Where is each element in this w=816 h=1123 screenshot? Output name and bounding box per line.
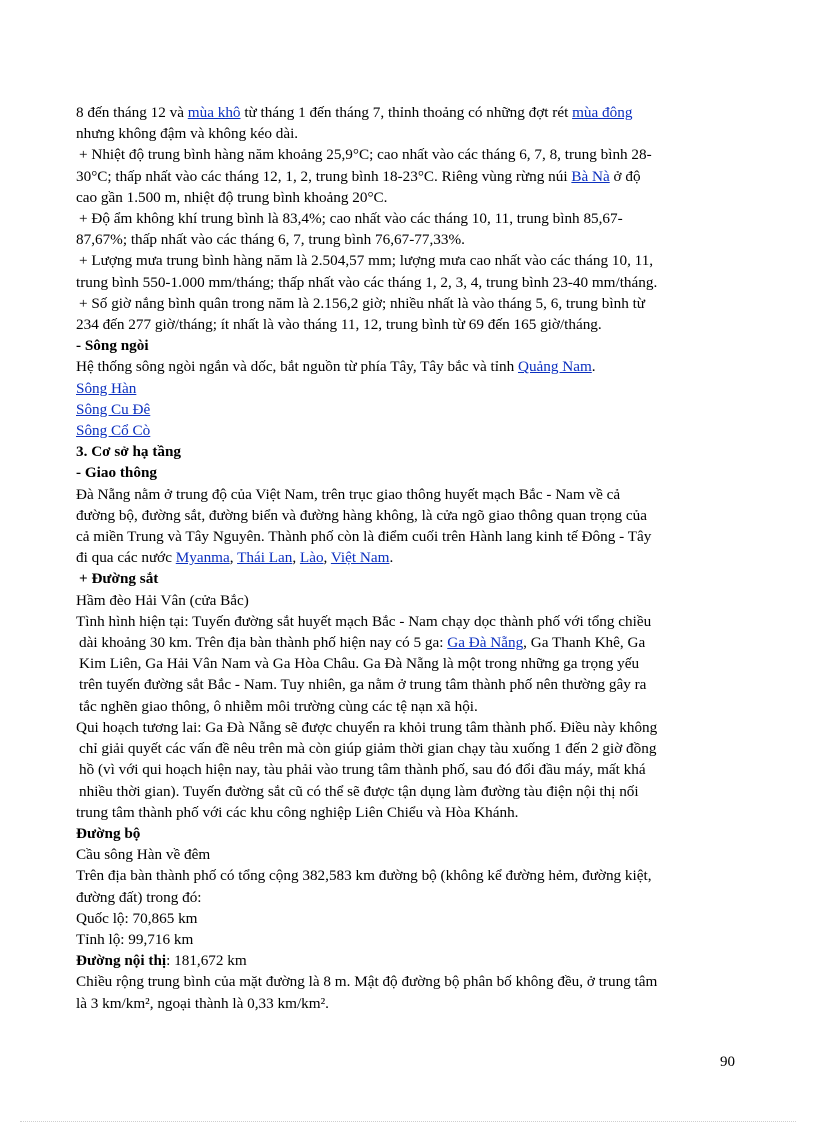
- infra-line-2: đường bộ, đường sắt, đường biển và đường hàng không, là cửa ngõ giao thông quan trọng của: [76, 506, 647, 524]
- road-provincial: Tỉnh lộ: 99,716 km: [76, 930, 194, 948]
- river-link-row: [76, 399, 742, 420]
- rail-future-4: nhiều thời gian). Tuyến đường sắt cũ có thể sẽ được tận dụng làm đường tàu điện nội thị nối: [79, 782, 639, 800]
- text: , Ga Thanh Khê, Ga: [523, 634, 646, 652]
- infra-heading: [76, 441, 742, 462]
- temp-line-3: cao gần 1.500 m, nhiệt độ trung bình khoảng 20°C.: [76, 188, 388, 206]
- rivers-heading: [76, 335, 742, 356]
- page-bottom-rule: [20, 1121, 796, 1122]
- road-national: Quốc lộ: 70,865 km: [76, 909, 198, 927]
- infra-line-1: Đà Nẵng nằm ở trung độ của Việt Nam, trên trục giao thông huyết mạch Bắc - Nam về cả: [76, 485, 621, 503]
- transport-heading: [76, 462, 742, 483]
- link-quang-nam[interactable]: Quảng Nam: [517, 358, 592, 376]
- separator: ,: [292, 549, 300, 567]
- infra-line-3: cả miền Trung và Tây Nguyên. Thành phố còn là điểm cuối trên Hành lang kinh tế Đông - Tây: [76, 528, 652, 546]
- river-link-row: [76, 420, 742, 441]
- link-ba-na[interactable]: Bà Nà: [571, 167, 610, 185]
- separator: ,: [323, 549, 331, 567]
- climate-line-1: [76, 102, 742, 123]
- rail-heading: [76, 568, 742, 589]
- text: .: [591, 358, 596, 376]
- rail-current-3: Kim Liên, Ga Hải Vân Nam và Ga Hòa Châu. Ga Đà Nẵng là một trong những ga trọng yếu: [79, 655, 640, 673]
- heading-text: Đường bộ: [76, 824, 141, 842]
- link-viet-nam[interactable]: Việt Nam: [330, 549, 390, 567]
- sun-line-1: + Số giờ nắng bình quân trong năm là 2.156,2 giờ; nhiều nhất là vào tháng 5, 6, trung bình từ: [79, 294, 646, 312]
- river-link-row: [76, 378, 742, 399]
- text: dài khoảng 30 km. Trên địa bàn thành phố hiện nay có 5 ga:: [79, 634, 448, 652]
- humidity-line-2: 87,67%; thấp nhất vào các tháng 6, 7, trung bình 76,67-77,33%.: [76, 231, 465, 249]
- road-heading: [76, 823, 742, 844]
- rain-line-2: trung bình 550-1.000 mm/tháng; thấp nhất vào các tháng 1, 2, 3, 4, trung bình 23-40 mm/tháng.: [76, 273, 658, 291]
- link-mua-dong[interactable]: mùa đông: [572, 104, 633, 121]
- link-ga-da-nang[interactable]: Ga Đà Nẵng: [447, 634, 524, 652]
- road-text-2: đường đất) trong đó:: [76, 888, 202, 906]
- sun-line-2: 234 đến 277 giờ/tháng; ít nhất là vào tháng 11, 12, trung bình từ 69 đến 165 giờ/tháng.: [76, 316, 602, 334]
- rail-current-5: tắc nghẽn giao thông, ô nhiễm môi trường cùng các tệ nạn xã hội.: [79, 697, 478, 715]
- text: .: [389, 549, 394, 567]
- link-mua-kho[interactable]: mùa khô: [187, 104, 241, 121]
- heading-text: - Giao thông: [76, 464, 158, 482]
- road-caption: Cầu sông Hàn về đêm: [76, 846, 211, 864]
- rail-current-4: trên tuyến đường sắt Bắc - Nam. Tuy nhiên, ga nằm ở trung tâm thành phố nên thường gây ra: [79, 676, 647, 694]
- rail-current-2: [76, 632, 742, 653]
- rivers-text: [76, 356, 742, 377]
- rail-caption: Hầm đèo Hải Vân (cửa Bắc): [76, 591, 249, 609]
- climate-line-2: nhưng không đậm và không kéo dài.: [76, 125, 299, 143]
- link-myanma[interactable]: Myanma: [175, 549, 230, 567]
- road-width-2: là 3 km/km², ngoại thành là 0,33 km/km².: [76, 994, 329, 1012]
- urban-label: Đường nội thị: [76, 952, 167, 970]
- urban-value: : 181,672 km: [166, 952, 247, 970]
- heading-text: - Sông ngòi: [76, 337, 149, 355]
- text: 8 đến tháng 12 và: [76, 104, 188, 121]
- text: đi qua các nước: [76, 549, 176, 567]
- road-urban: [76, 950, 742, 971]
- link-song-co-co[interactable]: Sông Cổ Cò: [76, 422, 151, 440]
- humidity-line-1: + Độ ẩm không khí trung bình là 83,4%; cao nhất vào các tháng 10, 11, trung bình 85,67-: [79, 210, 623, 228]
- heading-text: 3. Cơ sở hạ tầng: [76, 443, 182, 461]
- link-lao[interactable]: Lào: [299, 549, 324, 567]
- link-thai-lan[interactable]: Thái Lan: [237, 549, 293, 567]
- separator: ,: [229, 549, 238, 567]
- temp-line-1: + Nhiệt độ trung bình hàng năm khoảng 25,9°C; cao nhất vào các tháng 6, 7, 8, trung bình 28-: [79, 146, 652, 164]
- rail-future-1: Qui hoạch tương lai: Ga Đà Nẵng sẽ được chuyển ra khỏi trung tâm thành phố. Điều này không: [76, 718, 658, 736]
- rail-future-5: trung tâm thành phố với các khu công nghiệp Liên Chiểu và Hòa Khánh.: [76, 803, 519, 821]
- link-song-han[interactable]: Sông Hàn: [76, 379, 137, 397]
- road-text-1: Trên địa bàn thành phố có tổng cộng 382,583 km đường bộ (không kể đường hẻm, đường kiệt,: [76, 867, 652, 885]
- rail-current-1: Tình hình hiện tại: Tuyến đường sắt huyết mạch Bắc - Nam chạy dọc thành phố với tổng chiều: [76, 612, 652, 630]
- text: từ tháng 1 đến tháng 7, thỉnh thoảng có những đợt rét: [240, 104, 573, 121]
- temp-line-2: [76, 166, 742, 187]
- document-page: [76, 102, 742, 1014]
- infra-line-4: [76, 547, 742, 568]
- heading-text: + Đường sắt: [79, 570, 159, 588]
- text: 30°C; thấp nhất vào các tháng 12, 1, 2, trung bình 18-23°C. Riêng vùng rừng núi: [76, 167, 572, 185]
- rail-future-3: hồ (vì với qui hoạch hiện nay, tàu phải vào trung tâm thành phố, sau đó đổi đầu máy, mất khá: [79, 761, 646, 779]
- text: Hệ thống sông ngòi ngắn và dốc, bắt nguồn từ phía Tây, Tây bắc và tỉnh: [76, 358, 518, 376]
- text: ở độ: [609, 167, 641, 185]
- rain-line-1: + Lượng mưa trung bình hàng năm là 2.504,57 mm; lượng mưa cao nhất vào các tháng 10, 11,: [79, 252, 654, 270]
- rail-future-2: chỉ giải quyết các vấn đề nêu trên mà còn giúp giảm thời gian chạy tàu xuống 1 đến 2 giờ đồng: [79, 740, 657, 758]
- link-song-cu-de[interactable]: Sông Cu Đê: [76, 400, 151, 418]
- page-number: 90: [720, 1054, 735, 1070]
- road-width-1: Chiều rộng trung bình của mặt đường là 8 m. Mật độ đường bộ phân bố không đều, ở trung tâm: [76, 973, 658, 991]
